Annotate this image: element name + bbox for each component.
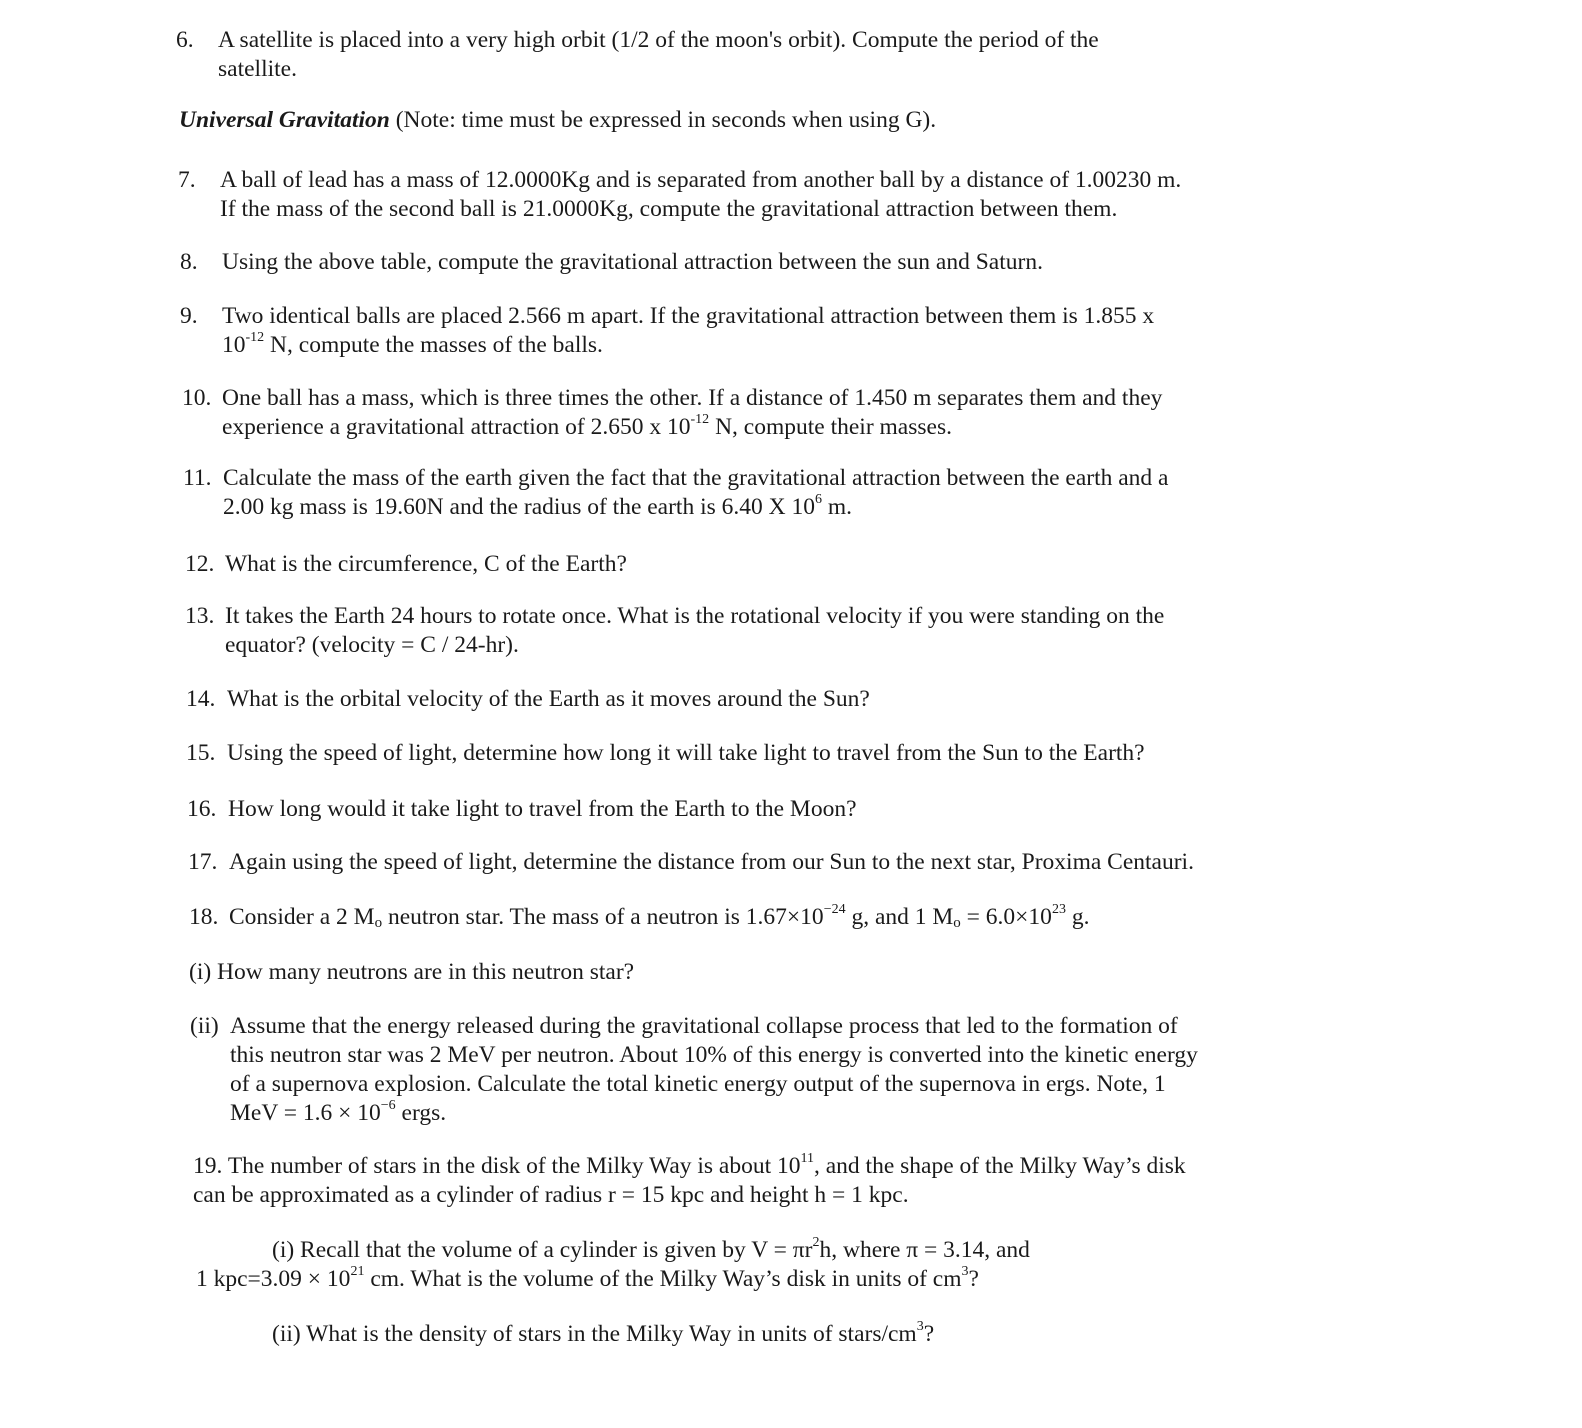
question-7 <box>178 166 1238 224</box>
question-14 <box>186 685 1246 714</box>
question-11 <box>183 464 1243 522</box>
question-18 <box>189 903 1249 935</box>
question-18-part-i <box>189 958 1249 987</box>
question-8 <box>180 248 1240 277</box>
question-text-line: Again using the speed of light, determine the distance from our Sun to the next star, Proxima Centauri. <box>229 849 1194 875</box>
question-text-line: equator? (velocity = C / 24-hr). <box>225 632 519 658</box>
question-19-part-ii <box>272 1320 1332 1349</box>
question-number: 17. <box>188 849 218 875</box>
question-text-line: (i) How many neutrons are in this neutron star? <box>189 959 635 985</box>
question-number: 8. <box>180 249 198 275</box>
question-text-line: (ii) What is the density of stars in the Milky Way in units of stars/$cm^3$? <box>272 1319 935 1347</box>
section-note: (Note: time must be expressed in seconds when using G). <box>389 107 937 133</box>
question-17 <box>188 848 1248 877</box>
question-text-line: Two identical balls are placed 2.566 m apart. If the gravitational attraction between them is 1.855 x <box>222 303 1155 329</box>
question-text-line: Using the above table, compute the gravitational attraction between the sun and Saturn. <box>222 249 1043 275</box>
question-text-line: It takes the Earth 24 hours to rotate once. What is the rotational velocity if you were standing on the <box>225 603 1165 629</box>
question-text-line: What is the circumference, C of the Earth? <box>225 551 627 577</box>
question-text-line: of a supernova explosion. Calculate the total kinetic energy output of the supernova in ergs. Note, 1 <box>230 1071 1166 1097</box>
question-text-line: Assume that the energy released during the gravitational collapse process that led to the formation of <box>230 1013 1178 1039</box>
question-text-line: One ball has a mass, which is three times the other. If a distance of 1.450 m separates them and they <box>222 385 1163 411</box>
question-text-line: Consider a 2 Mo neutron star. The mass of a neutron is $1.67\times 10^{-24}$ g, and 1 $Mo = 6.0\times 10^{23}$ g. <box>229 902 1090 931</box>
question-text-line: MeV = $1.6 \times 10^{-6}$ ergs. <box>230 1098 447 1126</box>
section-header <box>179 106 1239 135</box>
question-text-line: A satellite is placed into a very high orbit (1/2 of the moon's orbit). Compute the period of the <box>218 27 1099 53</box>
question-text-line: (i) Recall that the volume of a cylinder is given by $V = \pi r^2h$, where π = 3.14, and <box>272 1235 1030 1263</box>
question-text-line: 1 $kpc=3.09 \times 10^{21}$ cm. What is the volume of the Milky Way’s disk in units of $cm^3$? <box>196 1264 979 1292</box>
question-15 <box>186 739 1246 768</box>
question-number: 15. <box>186 740 216 766</box>
question-text-line: Calculate the mass of the earth given the fact that the gravitational attraction between the earth and a <box>223 465 1169 491</box>
question-number: 10. <box>182 385 212 411</box>
question-text-line: If the mass of the second ball is 21.0000Kg, compute the gravitational attraction between them. <box>220 196 1118 222</box>
question-9 <box>180 302 1240 360</box>
question-number: (ii) <box>190 1013 219 1039</box>
question-number: 9. <box>180 303 198 329</box>
question-16 <box>187 795 1247 824</box>
question-18-part-ii <box>190 1012 1260 1128</box>
question-text-line: this neutron star was 2 MeV per neutron. About 10% of this energy is converted into the kinetic energy <box>230 1042 1198 1068</box>
section-title: Universal Gravitation <box>179 107 390 133</box>
question-number: 7. <box>178 167 196 193</box>
question-number: 16. <box>187 796 217 822</box>
question-text-line: A ball of lead has a mass of 12.0000Kg and is separated from another ball by a distance of 1.00230 m. <box>220 167 1182 193</box>
question-text-line: $10^{-12}$ N, compute the masses of the balls. <box>222 330 603 358</box>
question-number: 12. <box>185 551 215 577</box>
question-12 <box>185 550 1245 579</box>
question-text-line: How long would it take light to travel from the Earth to the Moon? <box>228 796 857 822</box>
question-13 <box>185 602 1245 660</box>
question-number: 11. <box>183 465 212 491</box>
question-6 <box>176 26 1236 84</box>
question-text-line: can be approximated as a cylinder of radius r = 15 kpc and height h = 1 kpc. <box>193 1182 909 1208</box>
question-text-line: What is the orbital velocity of the Earth as it moves around the Sun? <box>227 686 870 712</box>
question-number: 6. <box>176 27 194 53</box>
question-19-part-i <box>196 1236 1256 1294</box>
question-text-line: experience a gravitational attraction of 2.650 x $10^{-12}$ N, compute their masses. <box>222 412 952 440</box>
question-text-line: 19. The number of stars in the disk of the Milky Way is about $10^{11}$, and the shape of the Milky Way’s disk <box>193 1151 1186 1179</box>
question-number: 14. <box>186 686 216 712</box>
question-text-line: 2.00 kg mass is 19.60N and the radius of the earth is 6.40 X $10^6$ m. <box>223 492 853 520</box>
question-number: 13. <box>185 603 215 629</box>
question-10 <box>182 384 1242 442</box>
question-text-line: Using the speed of light, determine how long it will take light to travel from the Sun to the Earth? <box>227 740 1145 766</box>
question-number: 18. <box>189 904 219 930</box>
question-19 <box>193 1152 1253 1210</box>
question-text-line: satellite. <box>218 56 297 82</box>
